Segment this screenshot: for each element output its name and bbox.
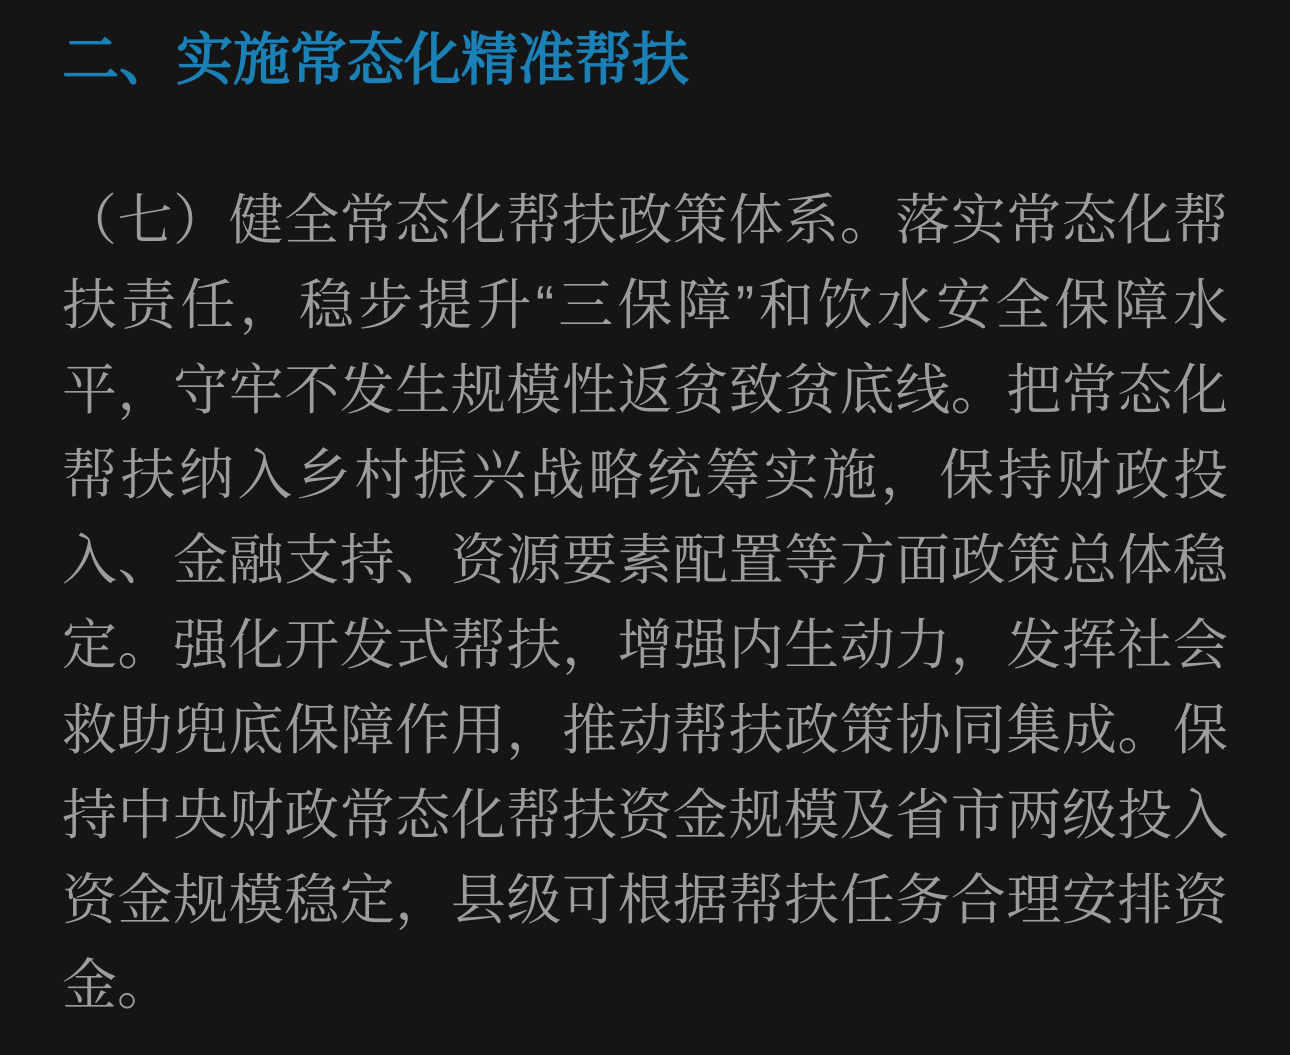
paragraph-text: （七）健全常态化帮扶政策体系。落实常态化帮扶责任，稳步提升“三保障”和饮水安全保障水平，守牢不发生规模性返贫致贫底线。把常态化帮扶纳入乡村振兴战略统筹实施，保持财政投入、金融支持、资源要素配置等方面政策总体稳定。强化开发式帮扶，增强内生动力，发挥社会救助兜底保障作用，推动帮扶政策协同集成。保持中央财政常态化帮扶资金规模及省市两级投入资金规模稳定，县级可根据帮扶任务合理安排资金。 (62, 189, 1228, 1017)
section-heading: 二、实施常态化精准帮扶 (62, 28, 689, 92)
